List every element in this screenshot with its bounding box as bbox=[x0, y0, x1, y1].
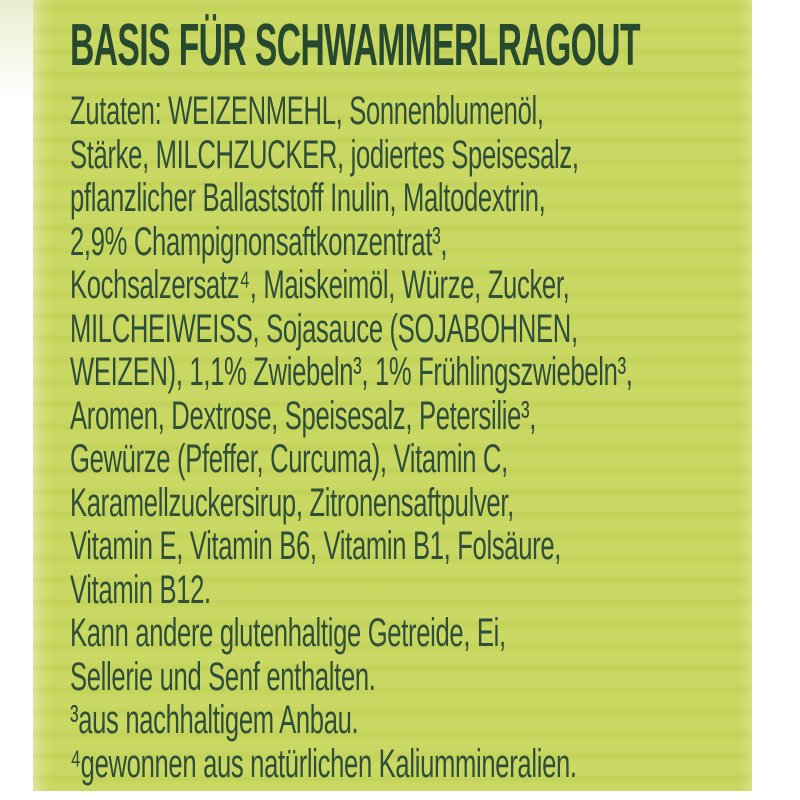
ingredient-label-panel bbox=[33, 0, 752, 791]
ingredients-line: Kann andere glutenhaltige Getreide, Ei, bbox=[70, 611, 506, 655]
ingredients-line: Vitamin B12. bbox=[70, 567, 211, 612]
ingredients-line: Sellerie und Senf enthalten. bbox=[70, 654, 376, 699]
ingredients-line: Kochsalzersatz⁴, Maiskeimöl, Würze, Zucker, bbox=[70, 263, 570, 307]
ingredients-list bbox=[70, 90, 633, 786]
ingredients-line: Vitamin E, Vitamin B6, Vitamin B1, Folsäure, bbox=[70, 524, 562, 568]
photo-margin-shading bbox=[0, 0, 34, 110]
ingredients-line: Aromen, Dextrose, Speisesalz, Petersilie³, bbox=[70, 393, 537, 438]
ingredients-line: WEIZEN), 1,1% Zwiebeln³, 1% Frühlingszwiebeln³, bbox=[70, 350, 633, 394]
product-title: BASIS FÜR SCHWAMMERLRAGOUT bbox=[70, 12, 640, 78]
ingredients-line: Stärke, MILCHZUCKER, jodiertes Speisesalz, bbox=[70, 132, 579, 177]
ingredients-line: MILCHEIWEISS, Sojasauce (SOJABOHNEN, bbox=[70, 306, 578, 351]
ingredients-line: Karamellzuckersirup, Zitronensaftpulver, bbox=[70, 480, 514, 525]
ingredients-line: Zutaten: WEIZENMEHL, Sonnenblumenöl, bbox=[70, 89, 544, 133]
ingredients-line: pflanzlicher Ballaststoff Inulin, Maltodextrin, bbox=[70, 176, 546, 220]
ingredients-line: Gewürze (Pfeffer, Curcuma), Vitamin C, bbox=[70, 437, 508, 481]
ingredients-line: 2,9% Champignonsaftkonzentrat³, bbox=[70, 219, 448, 264]
footnote-line: ⁴gewonnen aus natürlichen Kaliummineralien. bbox=[70, 741, 577, 786]
footnote-line: ³aus nachhaltigem Anbau. bbox=[70, 698, 359, 742]
